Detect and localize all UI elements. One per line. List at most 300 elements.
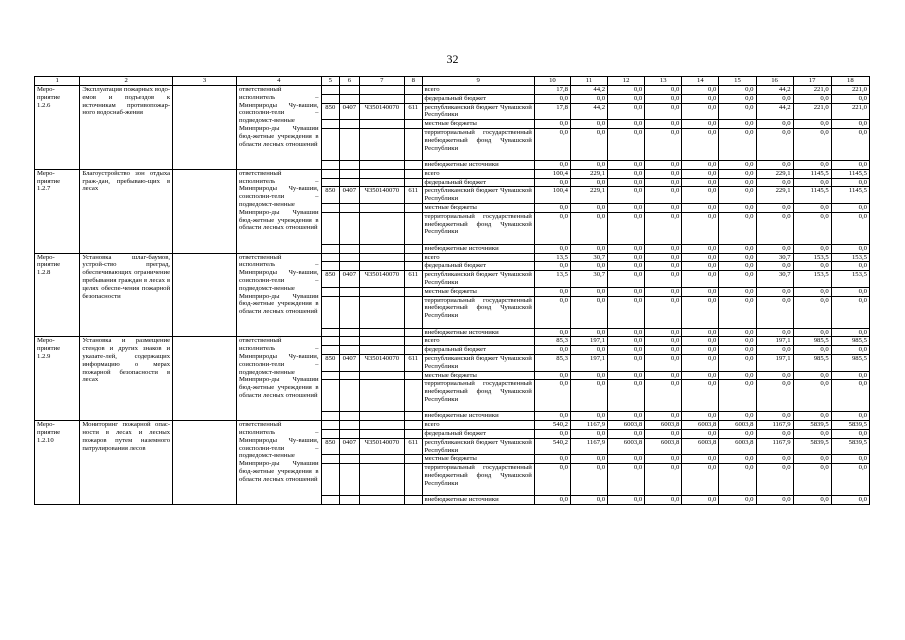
funding-value: 0,0 [645, 328, 682, 337]
funding-source: республиканский бюджет Чувашской Республики [422, 438, 534, 455]
funding-value: 540,2 [534, 421, 570, 430]
funding-value: 0,0 [608, 94, 645, 103]
measure-name: Установка шлаг-баумов, устрой-ство преград, обеспечивающих ограничение пребывания граждан в лесах в целях обеспе-чения пожарной безопасности [80, 253, 173, 337]
funding-value: 221,0 [831, 103, 869, 120]
funding-value: 6003,8 [608, 421, 645, 430]
funding-value: 0,0 [570, 120, 607, 129]
funding-value: 985,5 [831, 337, 869, 346]
column-number: 16 [756, 77, 793, 86]
budget-code [405, 455, 423, 464]
budget-code [359, 94, 404, 103]
budget-code [321, 203, 340, 212]
funding-value: 0,0 [608, 128, 645, 160]
funding-value: 197,1 [756, 337, 793, 346]
budget-code [359, 455, 404, 464]
funding-value: 0,0 [719, 94, 756, 103]
page-number: 32 [446, 52, 459, 66]
table-row [35, 253, 870, 262]
empty-cell [173, 337, 237, 421]
budget-code [321, 429, 340, 438]
funding-value: 5839,5 [793, 438, 831, 455]
funding-value: 0,0 [793, 371, 831, 380]
column-number: 6 [340, 77, 360, 86]
funding-source: внебюджетные источники [422, 328, 534, 337]
budget-code [340, 120, 360, 129]
budget-code [340, 337, 360, 346]
funding-value: 0,0 [608, 412, 645, 421]
funding-value: 0,0 [534, 429, 570, 438]
budget-code [359, 429, 404, 438]
funding-source: территориальный государственный внебюджетный фонд Чувашской Республики [422, 464, 534, 496]
budget-code [340, 128, 360, 160]
funding-value: 0,0 [534, 160, 570, 169]
funding-value: 0,0 [608, 287, 645, 296]
funding-value: 0,0 [793, 203, 831, 212]
funding-value: 0,0 [534, 412, 570, 421]
funding-value: 153,5 [793, 271, 831, 288]
funding-value: 0,0 [793, 412, 831, 421]
funding-value: 0,0 [756, 94, 793, 103]
funding-source: всего [422, 337, 534, 346]
funding-value: 0,0 [534, 328, 570, 337]
funding-value: 0,0 [534, 287, 570, 296]
budget-code [405, 429, 423, 438]
column-number: 4 [237, 77, 322, 86]
funding-value: 0,0 [682, 169, 719, 178]
funding-value: 6003,8 [682, 438, 719, 455]
measure-id: Меро- приятие 1.2.9 [35, 337, 80, 421]
budget-code [321, 464, 340, 496]
measure-id: Меро- приятие 1.2.7 [35, 169, 80, 253]
budget-code: Ч350140070 [359, 354, 404, 371]
funding-value: 0,0 [793, 178, 831, 187]
funding-value: 6003,8 [645, 438, 682, 455]
funding-value: 44,2 [570, 103, 607, 120]
funding-value: 0,0 [608, 120, 645, 129]
budget-code [340, 429, 360, 438]
empty-cell [173, 421, 237, 505]
funding-value: 0,0 [645, 429, 682, 438]
budget-code [359, 253, 404, 262]
funding-value: 0,0 [756, 178, 793, 187]
funding-value: 0,0 [831, 287, 869, 296]
funding-value: 0,0 [570, 496, 607, 505]
budget-code [321, 346, 340, 355]
funding-value: 0,0 [570, 212, 607, 244]
budget-code [340, 464, 360, 496]
funding-value: 0,0 [682, 296, 719, 328]
funding-value: 0,0 [756, 464, 793, 496]
funding-value: 0,0 [719, 120, 756, 129]
table-row [35, 421, 870, 430]
funding-value: 0,0 [719, 203, 756, 212]
budget-code: Ч350140070 [359, 103, 404, 120]
funding-value: 0,0 [793, 94, 831, 103]
funding-value: 0,0 [570, 128, 607, 160]
funding-value: 197,1 [570, 337, 607, 346]
funding-value: 1167,9 [756, 438, 793, 455]
budget-code [405, 296, 423, 328]
funding-source: всего [422, 253, 534, 262]
funding-value: 0,0 [682, 346, 719, 355]
funding-value: 1145,5 [831, 169, 869, 178]
funding-value: 0,0 [756, 203, 793, 212]
funding-value: 0,0 [831, 429, 869, 438]
funding-value: 0,0 [682, 160, 719, 169]
funding-value: 0,0 [534, 371, 570, 380]
budget-code [340, 296, 360, 328]
funding-value: 0,0 [534, 346, 570, 355]
funding-value: 0,0 [719, 128, 756, 160]
measure-name: Установка и размещение стендов и других знаков и указате-лей, содержащих информацию о мерах пожарной безопасности в лесах [80, 337, 173, 421]
funding-value: 0,0 [719, 354, 756, 371]
funding-source: всего [422, 421, 534, 430]
funding-value: 0,0 [645, 86, 682, 95]
funding-value: 6003,8 [645, 421, 682, 430]
funding-value: 0,0 [570, 262, 607, 271]
funding-value: 6003,8 [719, 438, 756, 455]
funding-source: федеральный бюджет [422, 94, 534, 103]
budget-code [321, 296, 340, 328]
funding-value: 17,8 [534, 103, 570, 120]
budget-code [359, 203, 404, 212]
budget-code [321, 94, 340, 103]
budget-code [359, 169, 404, 178]
budget-code [359, 128, 404, 160]
funding-value: 0,0 [719, 429, 756, 438]
funding-value: 0,0 [719, 464, 756, 496]
funding-value: 0,0 [570, 429, 607, 438]
funding-source: территориальный государственный внебюджетный фонд Чувашской Республики [422, 128, 534, 160]
funding-value: 0,0 [682, 496, 719, 505]
column-number: 14 [682, 77, 719, 86]
funding-value: 0,0 [645, 169, 682, 178]
funding-value: 0,0 [756, 120, 793, 129]
funding-value: 0,0 [534, 464, 570, 496]
funding-value: 153,5 [831, 253, 869, 262]
budget-code [405, 412, 423, 421]
budget-code [405, 120, 423, 129]
funding-value: 30,7 [756, 271, 793, 288]
funding-value: 1145,5 [793, 169, 831, 178]
column-number: 18 [831, 77, 869, 86]
funding-value: 0,0 [793, 128, 831, 160]
funding-value: 0,0 [831, 296, 869, 328]
funding-value: 0,0 [682, 103, 719, 120]
funding-value: 0,0 [719, 253, 756, 262]
measure-name: Мониторинг пожарной опас-ности в лесах и лесных пожаров путем наземного патрулирования лесов [80, 421, 173, 505]
budget-code [340, 371, 360, 380]
funding-value: 0,0 [831, 371, 869, 380]
funding-value: 0,0 [570, 455, 607, 464]
funding-source: местные бюджеты [422, 287, 534, 296]
budget-code [340, 455, 360, 464]
funding-value: 0,0 [719, 380, 756, 412]
funding-value: 0,0 [608, 169, 645, 178]
funding-value: 0,0 [793, 328, 831, 337]
funding-value: 0,0 [682, 244, 719, 253]
budget-code [359, 380, 404, 412]
funding-value: 221,0 [831, 86, 869, 95]
budget-code [405, 262, 423, 271]
budget-code [340, 94, 360, 103]
funding-value: 985,5 [793, 354, 831, 371]
funding-value: 0,0 [534, 244, 570, 253]
funding-value: 0,0 [608, 380, 645, 412]
table-row [35, 86, 870, 95]
budget-code [405, 464, 423, 496]
funding-value: 153,5 [831, 271, 869, 288]
funding-value: 0,0 [682, 371, 719, 380]
funding-value: 0,0 [608, 187, 645, 204]
funding-value: 153,5 [793, 253, 831, 262]
measure-name: Благоустройство зон отдыха граж-дан, пребываю-щих в лесах [80, 169, 173, 253]
funding-value: 0,0 [793, 455, 831, 464]
funding-value: 0,0 [645, 380, 682, 412]
column-number: 7 [359, 77, 404, 86]
budget-code [340, 412, 360, 421]
budget-code [321, 160, 340, 169]
funding-value: 0,0 [645, 464, 682, 496]
funding-value: 0,0 [756, 380, 793, 412]
funding-value: 0,0 [645, 94, 682, 103]
funding-value: 0,0 [645, 496, 682, 505]
budget-code [321, 86, 340, 95]
funding-value: 0,0 [756, 244, 793, 253]
budget-code: 0407 [340, 187, 360, 204]
funding-value: 221,0 [793, 103, 831, 120]
budget-code [359, 262, 404, 271]
funding-value: 221,0 [793, 86, 831, 95]
funding-value: 0,0 [756, 412, 793, 421]
funding-source: внебюджетные источники [422, 160, 534, 169]
budget-code [359, 337, 404, 346]
funding-value: 0,0 [570, 346, 607, 355]
funding-source: территориальный государственный внебюджетный фонд Чувашской Республики [422, 296, 534, 328]
funding-value: 0,0 [645, 178, 682, 187]
budget-code [321, 287, 340, 296]
funding-value: 0,0 [534, 120, 570, 129]
budget-code [405, 212, 423, 244]
funding-value: 30,7 [570, 253, 607, 262]
funding-value: 0,0 [608, 244, 645, 253]
funding-value: 0,0 [645, 244, 682, 253]
budget-code [359, 244, 404, 253]
budget-code: 611 [405, 354, 423, 371]
funding-value: 0,0 [793, 212, 831, 244]
budget-code [321, 380, 340, 412]
funding-value: 0,0 [608, 354, 645, 371]
funding-value: 0,0 [608, 328, 645, 337]
budget-code: 611 [405, 187, 423, 204]
funding-value: 985,5 [831, 354, 869, 371]
funding-source: внебюджетные источники [422, 412, 534, 421]
funding-value: 0,0 [682, 455, 719, 464]
funding-value: 0,0 [534, 380, 570, 412]
column-number: 10 [534, 77, 570, 86]
funding-value: 0,0 [682, 86, 719, 95]
funding-value: 44,2 [570, 86, 607, 95]
funding-value: 0,0 [831, 328, 869, 337]
funding-value: 985,5 [793, 337, 831, 346]
funding-value: 0,0 [608, 212, 645, 244]
budget-code [405, 380, 423, 412]
budget-code [321, 496, 340, 505]
executor: ответственный исполнитель – Минприроды Чу-вашии, соисполни-тели – подведомст-венные Минприро-ды Чувашии бюд-жетные учреждения в области лесных отношений [237, 337, 322, 421]
funding-value: 0,0 [719, 212, 756, 244]
budget-code [359, 120, 404, 129]
funding-source: местные бюджеты [422, 371, 534, 380]
budget-code [359, 86, 404, 95]
funding-value: 0,0 [608, 371, 645, 380]
empty-cell [173, 86, 237, 170]
funding-source: территориальный государственный внебюджетный фонд Чувашской Республики [422, 212, 534, 244]
executor: ответственный исполнитель – Минприроды Чу-вашии, соисполни-тели – подведомст-венные Минприро-ды Чувашии бюд-жетные учреждения в области лесных отношений [237, 86, 322, 170]
funding-value: 0,0 [645, 337, 682, 346]
funding-value: 0,0 [793, 262, 831, 271]
funding-value: 0,0 [645, 296, 682, 328]
funding-value: 0,0 [682, 253, 719, 262]
funding-value: 0,0 [831, 380, 869, 412]
funding-value: 0,0 [682, 128, 719, 160]
funding-value: 0,0 [719, 412, 756, 421]
funding-value: 0,0 [719, 160, 756, 169]
funding-value: 540,2 [534, 438, 570, 455]
funding-value: 0,0 [570, 244, 607, 253]
budget-code [359, 464, 404, 496]
funding-value: 0,0 [756, 455, 793, 464]
measure-name: Эксплуатация пожарных водо-емов и подъездов к источникам противопожар-ного водоснаб-жения [80, 86, 173, 170]
budget-code [321, 120, 340, 129]
funding-value: 0,0 [645, 262, 682, 271]
funding-value: 1167,9 [570, 438, 607, 455]
column-number: 3 [173, 77, 237, 86]
funding-value: 0,0 [682, 287, 719, 296]
funding-value: 0,0 [719, 455, 756, 464]
column-number: 1 [35, 77, 80, 86]
column-number-row [35, 77, 870, 86]
funding-value: 0,0 [682, 187, 719, 204]
budget-code [340, 328, 360, 337]
column-number: 8 [405, 77, 423, 86]
funding-value: 13,5 [534, 271, 570, 288]
funding-value: 0,0 [793, 296, 831, 328]
budget-code [340, 496, 360, 505]
budget-code [321, 244, 340, 253]
column-number: 12 [608, 77, 645, 86]
funding-value: 0,0 [608, 262, 645, 271]
funding-value: 0,0 [719, 337, 756, 346]
funding-value: 100,4 [534, 169, 570, 178]
executor: ответственный исполнитель – Минприроды Чу-вашии, соисполни-тели – подведомст-венные Минприро-ды Чувашии бюд-жетные учреждения в области лесных отношений [237, 253, 322, 337]
funding-value: 0,0 [534, 455, 570, 464]
budget-code [359, 178, 404, 187]
budget-code [405, 371, 423, 380]
funding-value: 13,5 [534, 253, 570, 262]
funding-value: 0,0 [645, 120, 682, 129]
budget-table [34, 76, 870, 505]
funding-value: 0,0 [793, 496, 831, 505]
funding-value: 1167,9 [570, 421, 607, 430]
budget-code [405, 346, 423, 355]
column-number: 17 [793, 77, 831, 86]
budget-code [340, 160, 360, 169]
funding-source: федеральный бюджет [422, 346, 534, 355]
funding-value: 0,0 [534, 94, 570, 103]
funding-value: 229,1 [570, 187, 607, 204]
funding-value: 0,0 [570, 287, 607, 296]
funding-value: 0,0 [831, 94, 869, 103]
funding-value: 0,0 [831, 262, 869, 271]
funding-value: 0,0 [831, 128, 869, 160]
funding-value: 0,0 [608, 103, 645, 120]
budget-code [405, 328, 423, 337]
budget-code [359, 296, 404, 328]
column-number: 13 [645, 77, 682, 86]
funding-value: 0,0 [793, 287, 831, 296]
funding-value: 0,0 [719, 328, 756, 337]
budget-code [359, 160, 404, 169]
budget-code [405, 160, 423, 169]
funding-value: 85,3 [534, 354, 570, 371]
empty-cell [173, 253, 237, 337]
budget-code [340, 169, 360, 178]
measure-id: Меро- приятие 1.2.6 [35, 86, 80, 170]
funding-value: 0,0 [831, 455, 869, 464]
funding-value: 0,0 [793, 120, 831, 129]
funding-value: 0,0 [608, 337, 645, 346]
funding-value: 1167,9 [756, 421, 793, 430]
funding-value: 0,0 [645, 455, 682, 464]
budget-code [321, 412, 340, 421]
funding-value: 1145,5 [793, 187, 831, 204]
funding-value: 0,0 [719, 271, 756, 288]
funding-value: 0,0 [570, 380, 607, 412]
funding-value: 0,0 [682, 464, 719, 496]
funding-value: 0,0 [682, 178, 719, 187]
funding-value: 0,0 [570, 464, 607, 496]
funding-value: 0,0 [793, 464, 831, 496]
funding-value: 0,0 [645, 103, 682, 120]
column-number: 5 [321, 77, 340, 86]
funding-value: 0,0 [645, 212, 682, 244]
funding-value: 0,0 [719, 346, 756, 355]
budget-code [405, 337, 423, 346]
budget-code: 850 [321, 271, 340, 288]
budget-code [321, 337, 340, 346]
funding-value: 0,0 [645, 271, 682, 288]
funding-value: 0,0 [608, 464, 645, 496]
funding-value: 6003,8 [719, 421, 756, 430]
funding-value: 0,0 [608, 429, 645, 438]
budget-code [405, 253, 423, 262]
funding-value: 0,0 [793, 429, 831, 438]
funding-source: всего [422, 169, 534, 178]
funding-value: 0,0 [831, 178, 869, 187]
funding-value: 197,1 [570, 354, 607, 371]
budget-code [359, 412, 404, 421]
funding-value: 0,0 [608, 203, 645, 212]
funding-value: 0,0 [831, 212, 869, 244]
funding-value: 0,0 [682, 203, 719, 212]
funding-value: 0,0 [756, 212, 793, 244]
funding-value: 197,1 [756, 354, 793, 371]
empty-cell [173, 169, 237, 253]
funding-value: 0,0 [570, 160, 607, 169]
budget-code [340, 421, 360, 430]
funding-value: 0,0 [570, 94, 607, 103]
budget-code [405, 128, 423, 160]
